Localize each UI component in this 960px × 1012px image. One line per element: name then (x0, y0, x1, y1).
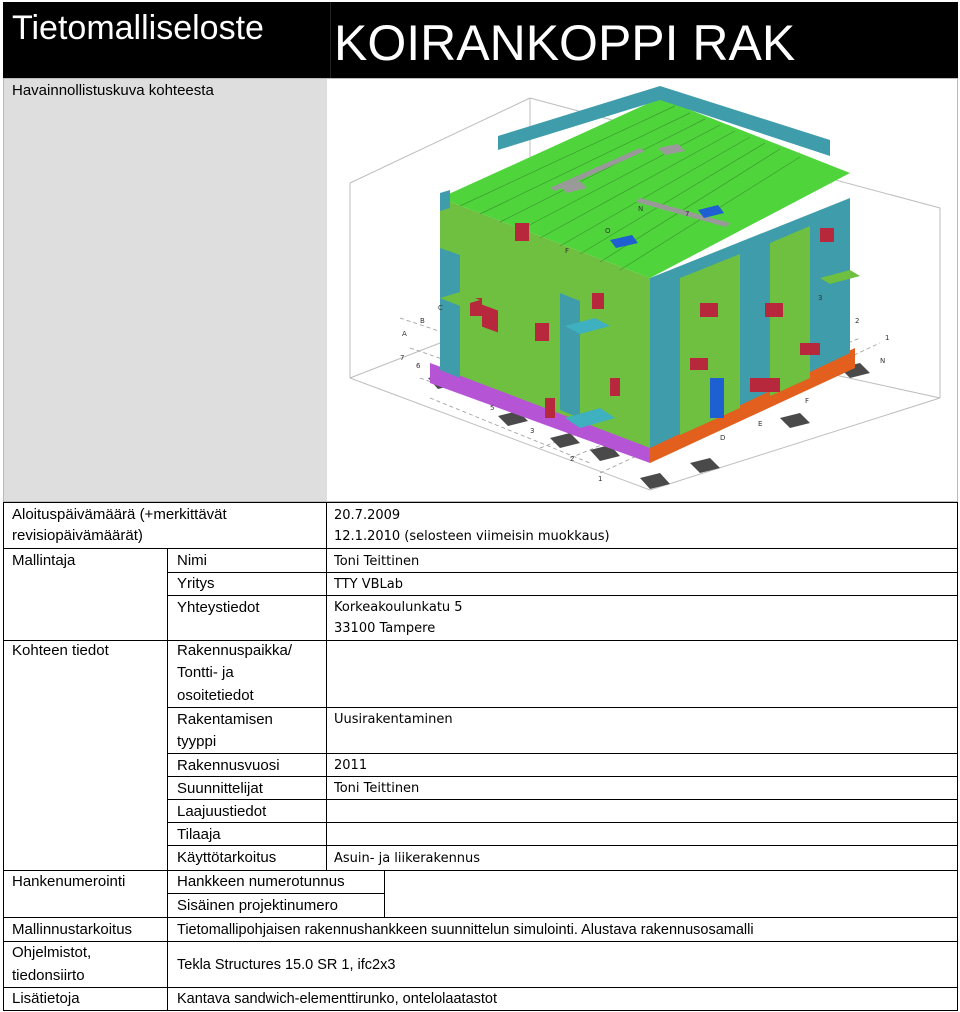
company-label: Yritys (177, 575, 215, 592)
illustration-label: Havainnollistuskuva kohteesta (12, 82, 214, 99)
contact-address-line2: 33100 Tampere (334, 621, 436, 636)
dates-label-line1: Aloituspäivämäärä (+merkittävät (12, 506, 227, 523)
extra-info-label: Lisätietoja (12, 990, 80, 1007)
construction-type-label-2: tyyppi (177, 733, 217, 750)
building-model-image (340, 78, 958, 502)
svg-text:7: 7 (685, 210, 690, 218)
client-label: Tilaaja (177, 826, 221, 843)
year-value: 2011 (334, 758, 368, 773)
svg-text:1: 1 (885, 334, 890, 342)
year-label: Rakennusvuosi (177, 757, 280, 774)
start-date-value: 20.7.2009 (334, 508, 401, 523)
svg-text:N: N (880, 357, 886, 365)
scope-label: Laajuustiedot (177, 803, 267, 820)
site-info-label: Kohteen tiedot (12, 642, 109, 659)
svg-text:2: 2 (855, 317, 860, 325)
title-divider (330, 2, 331, 78)
svg-text:2: 2 (570, 455, 575, 463)
internal-id-label: Sisäinen projektinumero (177, 897, 338, 914)
modeler-name-value: Toni Teittinen (334, 554, 420, 569)
contact-address-line1: Korkeakoulunkatu 5 (334, 600, 463, 615)
project-numbering-label: Hankenumerointi (12, 873, 126, 890)
modeling-purpose-label: Mallinnustarkoitus (12, 921, 133, 938)
project-id-label: Hankkeen numerotunnus (177, 873, 345, 890)
usage-value: Asuin- ja liikerakennus (334, 851, 481, 866)
designers-value: Toni Teittinen (334, 781, 420, 796)
svg-text:E: E (758, 420, 763, 428)
svg-text:D: D (720, 434, 726, 442)
location-label-1: Rakennuspaikka/ (177, 642, 293, 659)
svg-text:A: A (402, 330, 407, 338)
modeling-purpose-value: Tietomallipohjaisen rakennushankkeen suunnittelun simulointi. Alustava rakennusosamalli (177, 922, 754, 938)
company-value: TTY VBLab (334, 577, 403, 592)
svg-text:F: F (805, 397, 810, 405)
software-value: Tekla Structures 15.0 SR 1, ifc2x3 (177, 957, 396, 973)
contact-label: Yhteystiedot (177, 599, 260, 616)
modeler-name-label: Nimi (177, 552, 207, 569)
svg-text:C: C (438, 304, 443, 312)
project-title: KOIRANKOPPI RAK (334, 15, 796, 71)
document-title: Tietomalliseloste (12, 9, 264, 47)
svg-text:F: F (565, 247, 570, 255)
modeler-label: Mallintaja (12, 552, 76, 569)
svg-text:3: 3 (818, 294, 823, 302)
construction-type-label-1: Rakentamisen (177, 711, 273, 728)
software-label-line1: Ohjelmistot, (12, 944, 92, 961)
software-label-line2: tiedonsiirto (12, 967, 85, 984)
svg-text:N: N (638, 205, 644, 213)
dates-label-line2: revisiopäivämäärät) (12, 527, 143, 544)
revision-date-value: 12.1.2010 (selosteen viimeisin muokkaus) (334, 529, 610, 544)
location-label-2: Tontti- ja (177, 664, 234, 681)
svg-text:7: 7 (400, 354, 405, 362)
usage-label: Käyttötarkoitus (177, 849, 277, 866)
svg-text:3: 3 (530, 427, 535, 435)
extra-info-value: Kantava sandwich-elementtirunko, ontelolaatastot (177, 991, 497, 1007)
svg-text:1: 1 (598, 475, 603, 483)
svg-text:5: 5 (490, 404, 495, 412)
designers-label: Suunnittelijat (177, 780, 263, 797)
svg-text:6: 6 (416, 362, 421, 370)
location-label-3: osoitetiedot (177, 687, 254, 704)
construction-type-value: Uusirakentaminen (334, 712, 453, 727)
svg-text:O: O (605, 227, 611, 235)
svg-text:B: B (420, 317, 425, 325)
